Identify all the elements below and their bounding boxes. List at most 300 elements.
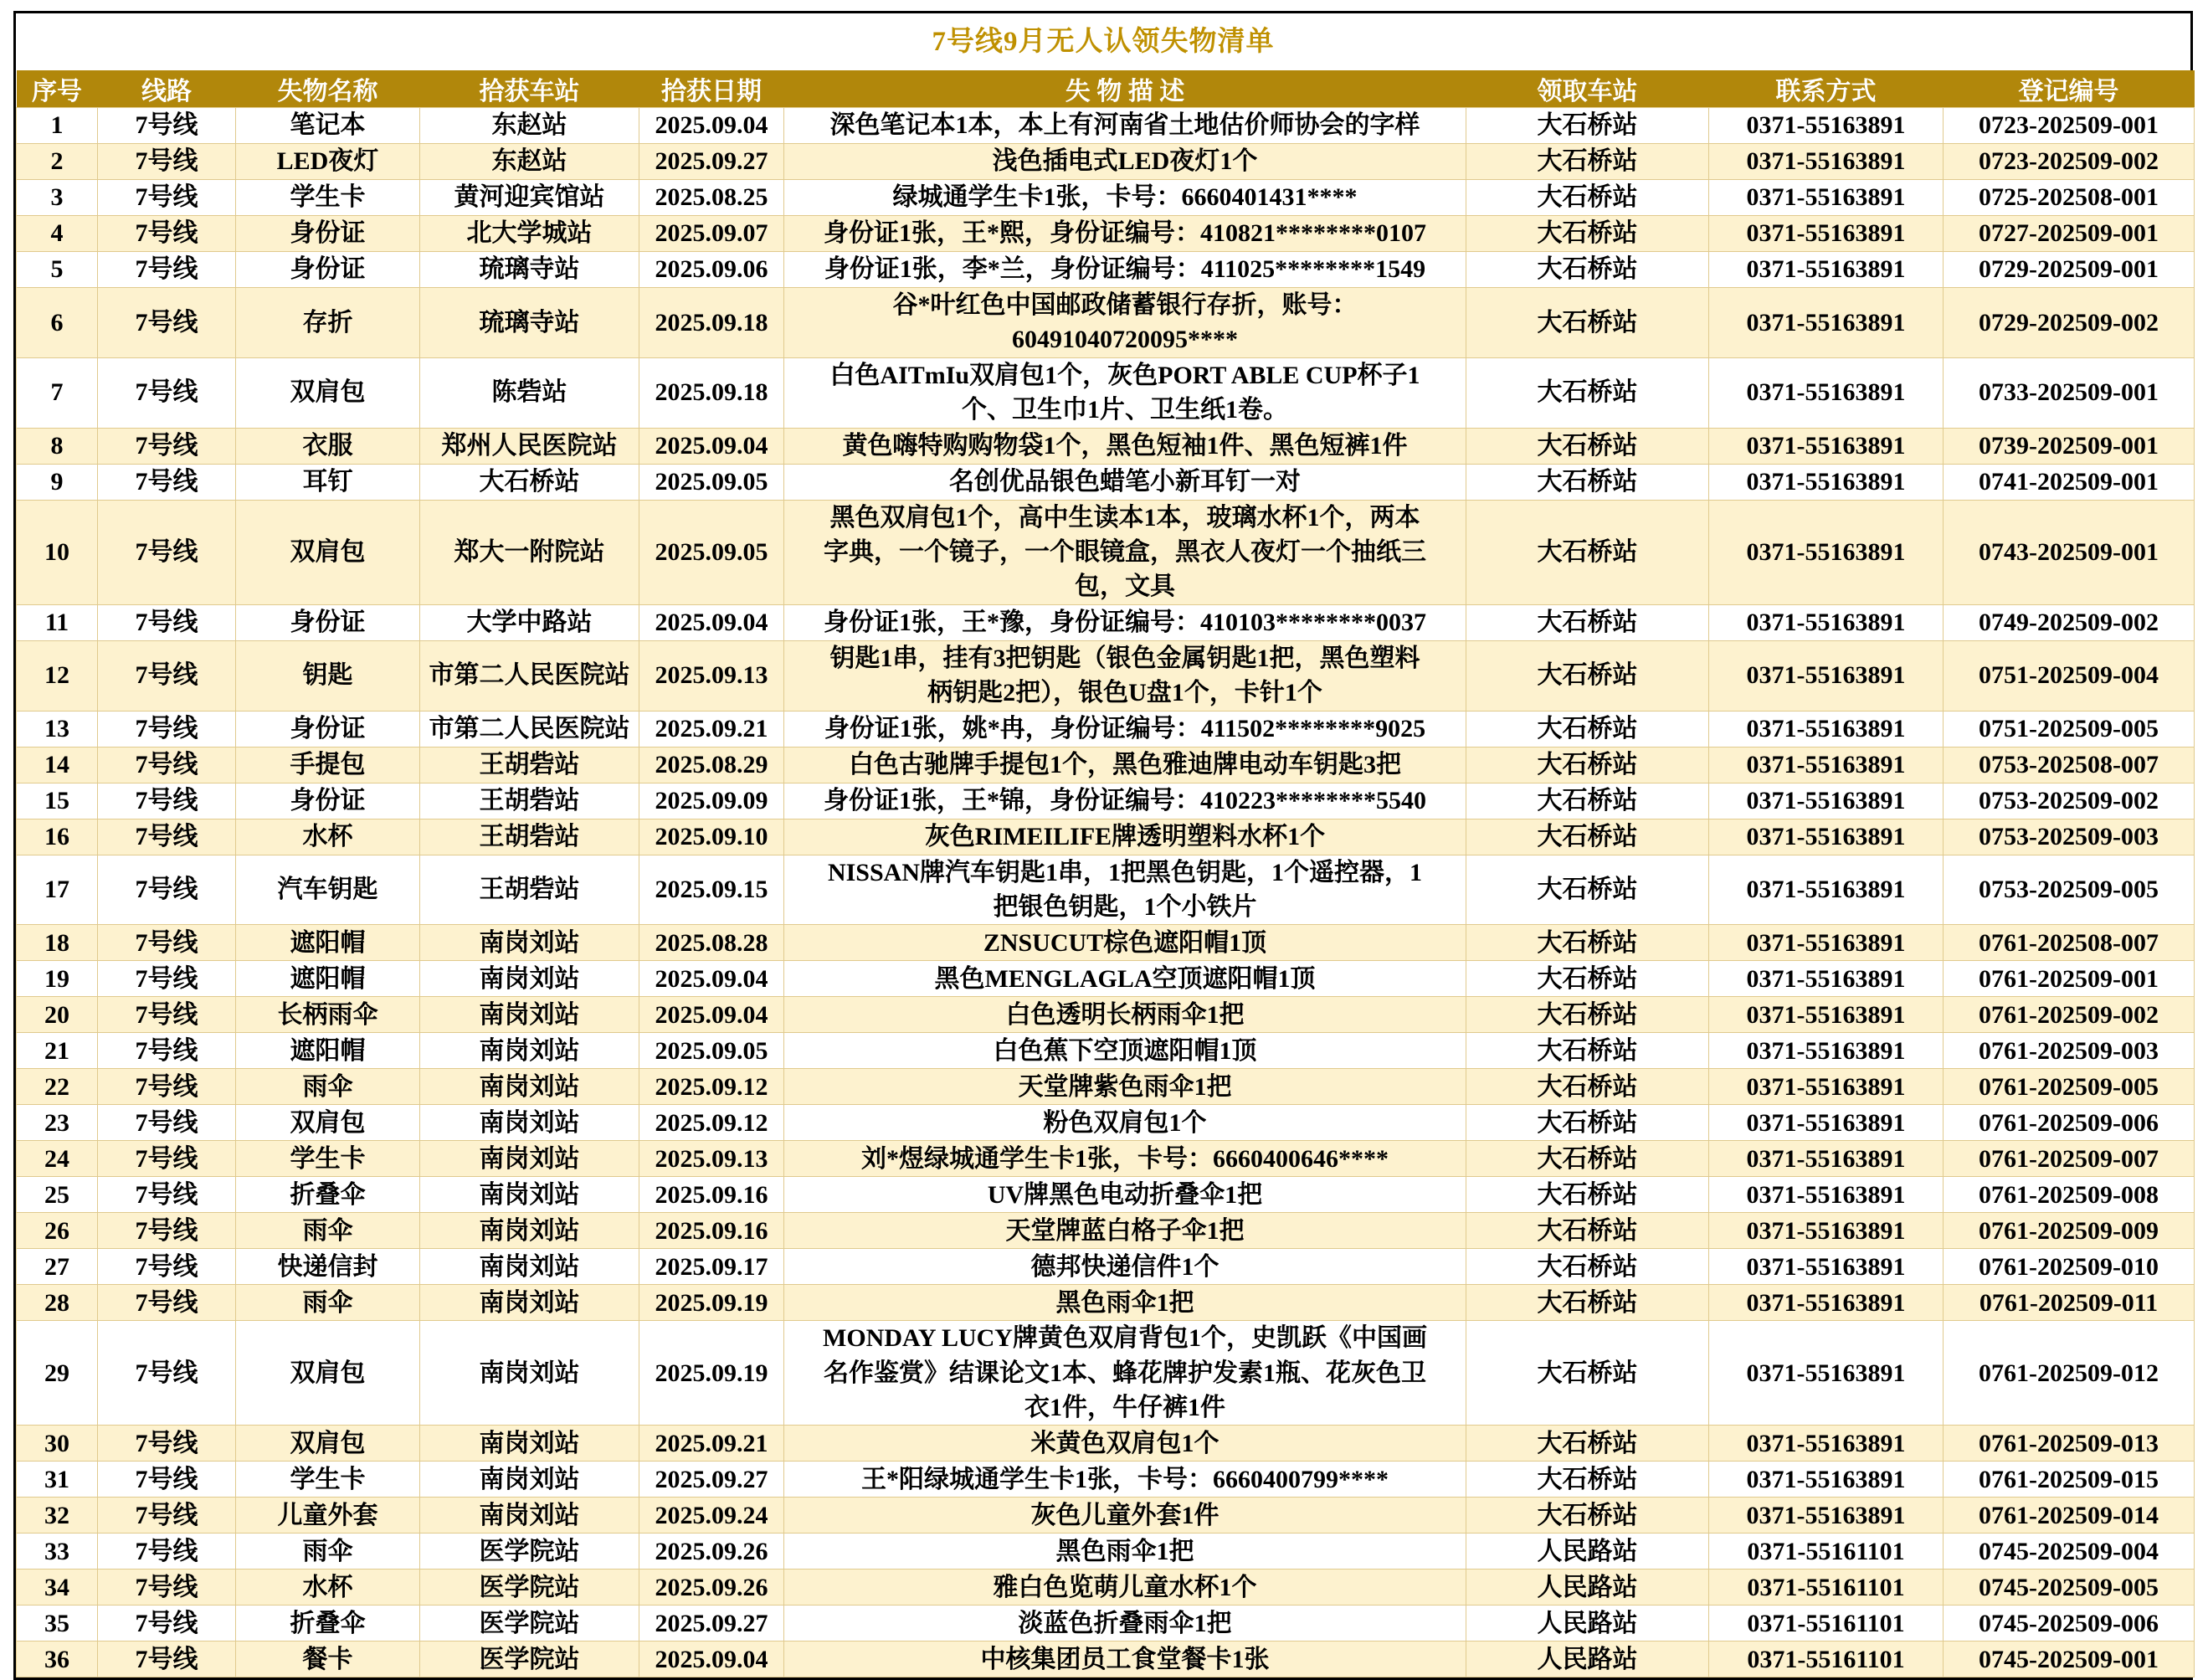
cell-item-name: 耳钉 <box>236 464 420 500</box>
cell-found-station: 市第二人民医院站 <box>420 640 639 711</box>
cell-found-date: 2025.09.15 <box>639 855 784 925</box>
cell-description: 黑色雨伞1把 <box>784 1285 1466 1321</box>
cell-contact: 0371-55161101 <box>1709 1641 1944 1677</box>
cell-description: 浅色插电式LED夜灯1个 <box>784 144 1466 180</box>
cell-pickup-station: 大石桥站 <box>1466 711 1709 747</box>
cell-found-station: 南岗刘站 <box>420 1426 639 1462</box>
cell-found-date: 2025.09.18 <box>639 357 784 428</box>
table-row <box>17 1249 2195 1285</box>
cell-pickup-station: 大石桥站 <box>1466 997 1709 1033</box>
cell-found-date: 2025.09.27 <box>639 1462 784 1498</box>
cell-index: 10 <box>17 500 98 604</box>
cell-found-station: 王胡砦站 <box>420 855 639 925</box>
cell-found-station: 医学院站 <box>420 1570 639 1606</box>
cell-found-station: 郑大一附院站 <box>420 500 639 604</box>
cell-line: 7号线 <box>98 108 236 144</box>
table-row <box>17 144 2195 180</box>
cell-pickup-station: 大石桥站 <box>1466 1141 1709 1177</box>
cell-found-date: 2025.08.25 <box>639 180 784 216</box>
cell-item-name: 水杯 <box>236 1570 420 1606</box>
cell-index: 23 <box>17 1105 98 1141</box>
lost-items-sheet <box>13 11 2193 1680</box>
cell-description: 灰色儿童外套1件 <box>784 1498 1466 1534</box>
cell-item-name: 雨伞 <box>236 1213 420 1249</box>
cell-line: 7号线 <box>98 1177 236 1213</box>
cell-description: 白色蕉下空顶遮阳帽1顶 <box>784 1033 1466 1069</box>
cell-contact: 0371-55163891 <box>1709 925 1944 961</box>
cell-line: 7号线 <box>98 464 236 500</box>
cell-contact: 0371-55163891 <box>1709 604 1944 640</box>
cell-item-name: 学生卡 <box>236 1141 420 1177</box>
cell-description: 德邦快递信件1个 <box>784 1249 1466 1285</box>
cell-item-name: 双肩包 <box>236 1426 420 1462</box>
cell-line: 7号线 <box>98 1498 236 1534</box>
column-header-registration-no: 登记编号 <box>1944 70 2195 108</box>
cell-description: 白色透明长柄雨伞1把 <box>784 997 1466 1033</box>
cell-index: 34 <box>17 1570 98 1606</box>
cell-contact: 0371-55163891 <box>1709 1069 1944 1105</box>
cell-found-station: 南岗刘站 <box>420 997 639 1033</box>
cell-line: 7号线 <box>98 783 236 819</box>
cell-found-station: 北大学城站 <box>420 216 639 252</box>
cell-index: 8 <box>17 428 98 464</box>
cell-description: 身份证1张，王*锦，身份证编号：410223********5540 <box>784 783 1466 819</box>
cell-item-name: 雨伞 <box>236 1534 420 1570</box>
cell-item-name: 身份证 <box>236 711 420 747</box>
table-row <box>17 783 2195 819</box>
cell-description: 白色AITmIu双肩包1个，灰色PORT ABLE CUP杯子1个、卫生巾1片、卫生纸1卷。 <box>784 357 1466 428</box>
cell-description: 黑色MENGLAGLA空顶遮阳帽1顶 <box>784 961 1466 997</box>
cell-pickup-station: 大石桥站 <box>1466 747 1709 783</box>
cell-item-name: 折叠伞 <box>236 1177 420 1213</box>
cell-index: 24 <box>17 1141 98 1177</box>
table-row <box>17 428 2195 464</box>
cell-description: 王*阳绿城通学生卡1张，卡号：6660400799**** <box>784 1462 1466 1498</box>
cell-pickup-station: 大石桥站 <box>1466 855 1709 925</box>
column-header-description: 失 物 描 述 <box>784 70 1466 108</box>
cell-description: 谷*叶红色中国邮政储蓄银行存折，账号：60491040720095**** <box>784 288 1466 358</box>
cell-item-name: 身份证 <box>236 252 420 288</box>
cell-line: 7号线 <box>98 1249 236 1285</box>
cell-registration-no: 0761-202509-009 <box>1944 1213 2195 1249</box>
column-header-item-name: 失物名称 <box>236 70 420 108</box>
cell-found-date: 2025.09.04 <box>639 961 784 997</box>
cell-description: MONDAY LUCY牌黄色双肩背包1个，史凯跃《中国画名作鉴赏》结课论文1本、蜂花牌护发素1瓶、花灰色卫衣1件，牛仔裤1件 <box>784 1321 1466 1426</box>
cell-found-station: 王胡砦站 <box>420 783 639 819</box>
cell-found-station: 南岗刘站 <box>420 1462 639 1498</box>
cell-index: 5 <box>17 252 98 288</box>
cell-pickup-station: 大石桥站 <box>1466 1426 1709 1462</box>
cell-item-name: 餐卡 <box>236 1641 420 1677</box>
cell-registration-no: 0723-202509-001 <box>1944 108 2195 144</box>
table-row <box>17 1285 2195 1321</box>
column-header-found-date: 拾获日期 <box>639 70 784 108</box>
cell-description: 黄色嗨特购购物袋1个，黑色短袖1件、黑色短裤1件 <box>784 428 1466 464</box>
cell-line: 7号线 <box>98 1426 236 1462</box>
column-header-found-station: 拾获车站 <box>420 70 639 108</box>
cell-index: 16 <box>17 819 98 855</box>
cell-found-date: 2025.08.28 <box>639 925 784 961</box>
cell-found-date: 2025.09.10 <box>639 819 784 855</box>
cell-line: 7号线 <box>98 747 236 783</box>
cell-contact: 0371-55163891 <box>1709 855 1944 925</box>
cell-contact: 0371-55163891 <box>1709 144 1944 180</box>
table-row <box>17 464 2195 500</box>
cell-found-date: 2025.09.27 <box>639 144 784 180</box>
cell-line: 7号线 <box>98 252 236 288</box>
table-row <box>17 1570 2195 1606</box>
cell-found-date: 2025.09.26 <box>639 1534 784 1570</box>
cell-item-name: 衣服 <box>236 428 420 464</box>
cell-description: 粉色双肩包1个 <box>784 1105 1466 1141</box>
cell-pickup-station: 大石桥站 <box>1466 252 1709 288</box>
cell-pickup-station: 大石桥站 <box>1466 108 1709 144</box>
table-row <box>17 1641 2195 1677</box>
table-row <box>17 961 2195 997</box>
cell-pickup-station: 人民路站 <box>1466 1570 1709 1606</box>
cell-pickup-station: 大石桥站 <box>1466 640 1709 711</box>
cell-description: 黑色雨伞1把 <box>784 1534 1466 1570</box>
cell-line: 7号线 <box>98 1033 236 1069</box>
table-row <box>17 500 2195 604</box>
column-header-pickup-station: 领取车站 <box>1466 70 1709 108</box>
cell-contact: 0371-55163891 <box>1709 288 1944 358</box>
table-row <box>17 1534 2195 1570</box>
table-row <box>17 925 2195 961</box>
cell-found-date: 2025.09.19 <box>639 1321 784 1426</box>
cell-found-date: 2025.09.04 <box>639 604 784 640</box>
table-row <box>17 1462 2195 1498</box>
cell-item-name: 儿童外套 <box>236 1498 420 1534</box>
cell-contact: 0371-55163891 <box>1709 108 1944 144</box>
cell-item-name: 笔记本 <box>236 108 420 144</box>
cell-item-name: 学生卡 <box>236 1462 420 1498</box>
cell-found-station: 大学中路站 <box>420 604 639 640</box>
cell-item-name: 遮阳帽 <box>236 925 420 961</box>
table-row <box>17 108 2195 144</box>
cell-line: 7号线 <box>98 604 236 640</box>
cell-description: 米黄色双肩包1个 <box>784 1426 1466 1462</box>
cell-line: 7号线 <box>98 640 236 711</box>
cell-contact: 0371-55163891 <box>1709 216 1944 252</box>
table-row <box>17 640 2195 711</box>
cell-found-date: 2025.09.05 <box>639 464 784 500</box>
cell-pickup-station: 大石桥站 <box>1466 500 1709 604</box>
cell-index: 14 <box>17 747 98 783</box>
table-row <box>17 1498 2195 1534</box>
cell-registration-no: 0751-202509-005 <box>1944 711 2195 747</box>
cell-index: 20 <box>17 997 98 1033</box>
cell-found-station: 南岗刘站 <box>420 1069 639 1105</box>
cell-pickup-station: 大石桥站 <box>1466 180 1709 216</box>
cell-found-station: 南岗刘站 <box>420 1213 639 1249</box>
cell-registration-no: 0761-202509-001 <box>1944 961 2195 997</box>
cell-found-station: 王胡砦站 <box>420 819 639 855</box>
cell-index: 15 <box>17 783 98 819</box>
cell-found-date: 2025.09.07 <box>639 216 784 252</box>
cell-contact: 0371-55161101 <box>1709 1606 1944 1641</box>
cell-index: 21 <box>17 1033 98 1069</box>
cell-index: 12 <box>17 640 98 711</box>
cell-index: 2 <box>17 144 98 180</box>
cell-index: 3 <box>17 180 98 216</box>
cell-found-station: 南岗刘站 <box>420 1177 639 1213</box>
cell-item-name: 双肩包 <box>236 500 420 604</box>
cell-pickup-station: 人民路站 <box>1466 1606 1709 1641</box>
cell-registration-no: 0733-202509-001 <box>1944 357 2195 428</box>
cell-found-station: 南岗刘站 <box>420 961 639 997</box>
cell-index: 7 <box>17 357 98 428</box>
cell-line: 7号线 <box>98 819 236 855</box>
cell-item-name: 手提包 <box>236 747 420 783</box>
cell-index: 28 <box>17 1285 98 1321</box>
cell-line: 7号线 <box>98 1570 236 1606</box>
table-row <box>17 180 2195 216</box>
cell-found-date: 2025.09.19 <box>639 1285 784 1321</box>
cell-registration-no: 0729-202509-001 <box>1944 252 2195 288</box>
cell-found-date: 2025.09.13 <box>639 640 784 711</box>
cell-pickup-station: 大石桥站 <box>1466 819 1709 855</box>
cell-item-name: 身份证 <box>236 604 420 640</box>
cell-contact: 0371-55163891 <box>1709 1213 1944 1249</box>
cell-index: 31 <box>17 1462 98 1498</box>
cell-item-name: 双肩包 <box>236 1321 420 1426</box>
cell-line: 7号线 <box>98 1534 236 1570</box>
cell-index: 30 <box>17 1426 98 1462</box>
cell-found-date: 2025.09.05 <box>639 500 784 604</box>
cell-registration-no: 0741-202509-001 <box>1944 464 2195 500</box>
cell-description: 天堂牌紫色雨伞1把 <box>784 1069 1466 1105</box>
cell-contact: 0371-55163891 <box>1709 640 1944 711</box>
cell-description: 黑色双肩包1个，高中生读本1本，玻璃水杯1个，两本字典，一个镜子，一个眼镜盒，黑衣人夜灯一个抽纸三包，文具 <box>784 500 1466 604</box>
cell-registration-no: 0761-202509-015 <box>1944 1462 2195 1498</box>
cell-registration-no: 0753-202509-002 <box>1944 783 2195 819</box>
cell-item-name: 遮阳帽 <box>236 961 420 997</box>
cell-found-station: 市第二人民医院站 <box>420 711 639 747</box>
table-row <box>17 1033 2195 1069</box>
cell-line: 7号线 <box>98 357 236 428</box>
cell-item-name: 双肩包 <box>236 1105 420 1141</box>
cell-pickup-station: 大石桥站 <box>1466 144 1709 180</box>
cell-registration-no: 0745-202509-005 <box>1944 1570 2195 1606</box>
cell-pickup-station: 人民路站 <box>1466 1534 1709 1570</box>
cell-found-date: 2025.09.18 <box>639 288 784 358</box>
table-row <box>17 216 2195 252</box>
cell-contact: 0371-55163891 <box>1709 252 1944 288</box>
cell-contact: 0371-55163891 <box>1709 1105 1944 1141</box>
table-row <box>17 1321 2195 1426</box>
cell-found-station: 琉璃寺站 <box>420 252 639 288</box>
cell-index: 27 <box>17 1249 98 1285</box>
cell-found-date: 2025.08.29 <box>639 747 784 783</box>
cell-index: 36 <box>17 1641 98 1677</box>
cell-found-station: 黄河迎宾馆站 <box>420 180 639 216</box>
cell-registration-no: 0761-202509-003 <box>1944 1033 2195 1069</box>
cell-registration-no: 0761-202509-008 <box>1944 1177 2195 1213</box>
cell-description: 身份证1张，王*豫，身份证编号：410103********0037 <box>784 604 1466 640</box>
cell-description: 天堂牌蓝白格子伞1把 <box>784 1213 1466 1249</box>
cell-found-date: 2025.09.04 <box>639 997 784 1033</box>
cell-registration-no: 0761-202509-006 <box>1944 1105 2195 1141</box>
cell-registration-no: 0725-202508-001 <box>1944 180 2195 216</box>
cell-line: 7号线 <box>98 961 236 997</box>
cell-pickup-station: 大石桥站 <box>1466 288 1709 358</box>
cell-found-station: 南岗刘站 <box>420 1285 639 1321</box>
page-title: 7号线9月无人认领失物清单 <box>16 13 2190 70</box>
cell-description: NISSAN牌汽车钥匙1串，1把黑色钥匙，1个遥控器，1把银色钥匙，1个小铁片 <box>784 855 1466 925</box>
cell-pickup-station: 大石桥站 <box>1466 216 1709 252</box>
cell-description: 深色笔记本1本，本上有河南省土地估价师协会的字样 <box>784 108 1466 144</box>
cell-found-date: 2025.09.04 <box>639 1641 784 1677</box>
cell-registration-no: 0749-202509-002 <box>1944 604 2195 640</box>
cell-found-date: 2025.09.04 <box>639 428 784 464</box>
column-header-line: 线路 <box>98 70 236 108</box>
cell-pickup-station: 大石桥站 <box>1466 428 1709 464</box>
table-row <box>17 1426 2195 1462</box>
cell-index: 26 <box>17 1213 98 1249</box>
cell-pickup-station: 大石桥站 <box>1466 1069 1709 1105</box>
cell-pickup-station: 大石桥站 <box>1466 1462 1709 1498</box>
cell-index: 4 <box>17 216 98 252</box>
cell-registration-no: 0761-202509-012 <box>1944 1321 2195 1426</box>
cell-contact: 0371-55163891 <box>1709 1141 1944 1177</box>
cell-contact: 0371-55163891 <box>1709 1426 1944 1462</box>
cell-contact: 0371-55163891 <box>1709 1321 1944 1426</box>
cell-pickup-station: 大石桥站 <box>1466 1033 1709 1069</box>
cell-index: 11 <box>17 604 98 640</box>
cell-description: 身份证1张，姚*冉，身份证编号：411502********9025 <box>784 711 1466 747</box>
cell-pickup-station: 大石桥站 <box>1466 604 1709 640</box>
cell-description: 钥匙1串，挂有3把钥匙（银色金属钥匙1把，黑色塑料柄钥匙2把），银色U盘1个，卡针1个 <box>784 640 1466 711</box>
cell-found-station: 郑州人民医院站 <box>420 428 639 464</box>
column-header-contact: 联系方式 <box>1709 70 1944 108</box>
cell-index: 17 <box>17 855 98 925</box>
cell-line: 7号线 <box>98 428 236 464</box>
cell-found-station: 南岗刘站 <box>420 1033 639 1069</box>
cell-registration-no: 0761-202509-011 <box>1944 1285 2195 1321</box>
cell-index: 29 <box>17 1321 98 1426</box>
cell-registration-no: 0761-202509-002 <box>1944 997 2195 1033</box>
cell-contact: 0371-55163891 <box>1709 357 1944 428</box>
lost-items-table <box>16 70 2195 1677</box>
cell-found-station: 医学院站 <box>420 1641 639 1677</box>
table-header-row <box>17 70 2195 108</box>
cell-found-date: 2025.09.17 <box>639 1249 784 1285</box>
cell-line: 7号线 <box>98 1606 236 1641</box>
cell-contact: 0371-55163891 <box>1709 500 1944 604</box>
table-row <box>17 1141 2195 1177</box>
cell-item-name: LED夜灯 <box>236 144 420 180</box>
table-body <box>17 108 2195 1677</box>
cell-registration-no: 0761-202509-013 <box>1944 1426 2195 1462</box>
cell-contact: 0371-55163891 <box>1709 1498 1944 1534</box>
cell-item-name: 折叠伞 <box>236 1606 420 1641</box>
cell-line: 7号线 <box>98 1641 236 1677</box>
cell-pickup-station: 大石桥站 <box>1466 925 1709 961</box>
cell-contact: 0371-55163891 <box>1709 180 1944 216</box>
table-row <box>17 1177 2195 1213</box>
cell-item-name: 水杯 <box>236 819 420 855</box>
table-row <box>17 855 2195 925</box>
cell-pickup-station: 大石桥站 <box>1466 783 1709 819</box>
cell-contact: 0371-55163891 <box>1709 711 1944 747</box>
cell-description: 身份证1张，李*兰，身份证编号：411025********1549 <box>784 252 1466 288</box>
cell-found-station: 王胡砦站 <box>420 747 639 783</box>
cell-pickup-station: 大石桥站 <box>1466 357 1709 428</box>
cell-description: 雅白色览萌儿童水杯1个 <box>784 1570 1466 1606</box>
cell-found-station: 南岗刘站 <box>420 1249 639 1285</box>
cell-found-station: 医学院站 <box>420 1534 639 1570</box>
cell-found-date: 2025.09.12 <box>639 1105 784 1141</box>
cell-index: 22 <box>17 1069 98 1105</box>
cell-item-name: 钥匙 <box>236 640 420 711</box>
cell-index: 35 <box>17 1606 98 1641</box>
cell-contact: 0371-55163891 <box>1709 428 1944 464</box>
cell-found-date: 2025.09.26 <box>639 1570 784 1606</box>
cell-description: 名创优品银色蜡笔小新耳钉一对 <box>784 464 1466 500</box>
cell-registration-no: 0723-202509-002 <box>1944 144 2195 180</box>
cell-found-station: 医学院站 <box>420 1606 639 1641</box>
table-row <box>17 819 2195 855</box>
cell-line: 7号线 <box>98 925 236 961</box>
cell-index: 13 <box>17 711 98 747</box>
cell-line: 7号线 <box>98 711 236 747</box>
table-row <box>17 604 2195 640</box>
cell-pickup-station: 大石桥站 <box>1466 1498 1709 1534</box>
cell-description: 淡蓝色折叠雨伞1把 <box>784 1606 1466 1641</box>
cell-found-station: 东赵站 <box>420 108 639 144</box>
cell-pickup-station: 大石桥站 <box>1466 1177 1709 1213</box>
cell-registration-no: 0729-202509-002 <box>1944 288 2195 358</box>
cell-found-date: 2025.09.21 <box>639 1426 784 1462</box>
cell-registration-no: 0745-202509-001 <box>1944 1641 2195 1677</box>
cell-line: 7号线 <box>98 1069 236 1105</box>
cell-line: 7号线 <box>98 855 236 925</box>
table-row <box>17 747 2195 783</box>
cell-pickup-station: 大石桥站 <box>1466 1285 1709 1321</box>
cell-description: 灰色RIMEILIFE牌透明塑料水杯1个 <box>784 819 1466 855</box>
cell-line: 7号线 <box>98 500 236 604</box>
table-row <box>17 288 2195 358</box>
cell-found-station: 南岗刘站 <box>420 925 639 961</box>
cell-found-station: 东赵站 <box>420 144 639 180</box>
cell-index: 19 <box>17 961 98 997</box>
cell-item-name: 长柄雨伞 <box>236 997 420 1033</box>
cell-item-name: 学生卡 <box>236 180 420 216</box>
cell-description: 绿城通学生卡1张，卡号：6660401431**** <box>784 180 1466 216</box>
cell-line: 7号线 <box>98 1105 236 1141</box>
cell-line: 7号线 <box>98 180 236 216</box>
cell-description: ZNSUCUT棕色遮阳帽1顶 <box>784 925 1466 961</box>
cell-contact: 0371-55163891 <box>1709 997 1944 1033</box>
cell-line: 7号线 <box>98 288 236 358</box>
cell-contact: 0371-55163891 <box>1709 783 1944 819</box>
cell-item-name: 雨伞 <box>236 1069 420 1105</box>
cell-line: 7号线 <box>98 1285 236 1321</box>
cell-line: 7号线 <box>98 1462 236 1498</box>
cell-found-date: 2025.09.27 <box>639 1606 784 1641</box>
cell-description: 身份证1张，王*熙，身份证编号：410821********0107 <box>784 216 1466 252</box>
cell-contact: 0371-55163891 <box>1709 1285 1944 1321</box>
cell-index: 32 <box>17 1498 98 1534</box>
table-row <box>17 711 2195 747</box>
cell-found-date: 2025.09.06 <box>639 252 784 288</box>
cell-registration-no: 0727-202509-001 <box>1944 216 2195 252</box>
cell-pickup-station: 人民路站 <box>1466 1641 1709 1677</box>
cell-found-date: 2025.09.05 <box>639 1033 784 1069</box>
cell-found-date: 2025.09.09 <box>639 783 784 819</box>
cell-registration-no: 0745-202509-006 <box>1944 1606 2195 1641</box>
